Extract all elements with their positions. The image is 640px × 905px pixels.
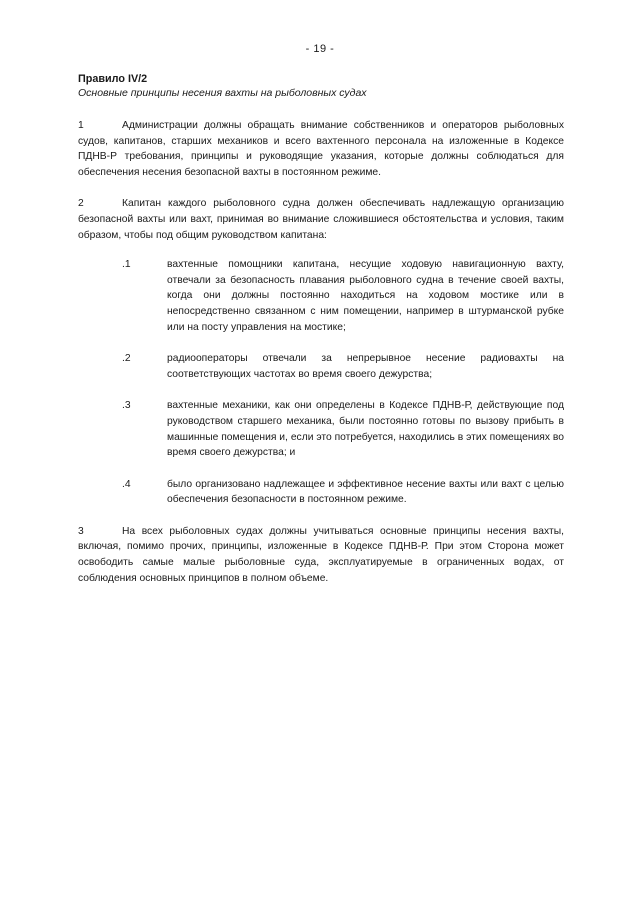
sub-item-number: .1 (122, 259, 131, 271)
sub-item-number: .4 (122, 478, 131, 490)
sub-item-list (78, 257, 564, 508)
rule-title: Правило IV/2 (78, 73, 148, 85)
rule-subtitle: Основные принципы несения вахты на рыболовных судах (78, 87, 367, 99)
paragraph-number: 2 (78, 198, 84, 210)
sub-item-text: вахтенные помощники капитана, несущие ходовую навигационную вахту, отвечали за безопасность плавания рыболовного судна в течение своей вахты, когда они должны постоянно находиться на ходовом мостике или в непосредственно связанном с ним помещении, например в штурманской рубке или на посту управления на мостике; (167, 259, 564, 333)
sub-item-number: .3 (122, 400, 131, 412)
paragraph-1 (78, 118, 564, 180)
paragraph-number: 3 (78, 525, 84, 537)
sub-item-1 (78, 257, 564, 335)
sub-item-number: .2 (122, 353, 131, 365)
paragraph-number: 1 (78, 120, 84, 131)
sub-item-text: радиооператоры отвечали за непрерывное несение радиовахты на соответствующих частотах во время своего дежурства; (167, 353, 564, 380)
paragraph-2 (78, 196, 564, 243)
paragraph-text: Администрации должны обращать внимание собственников и операторов рыболовных судов, капитанов, старших механиков и всего вахтенного персонала на изложенные в Кодексе ПДНВ-Р требования, принципы и руководящие указания, которые должны соблюдаться для обеспечения несения безопасной вахты в постоянном режиме. (78, 120, 564, 178)
paragraph-text: На всех рыболовных судах должны учитываться основные принципы несения вахты, включая, помимо прочих, принципы, изложенные в Кодексе ПДНВ-Р. При этом Сторона может освободить самые малые рыболовные суда, эксплуатируемые в ограниченных водах, от соблюдения основных принципов в полном объеме. (78, 525, 564, 584)
paragraph-text: Капитан каждого рыболовного судна должен обеспечивать надлежащую организацию безопасной вахты или вахт, принимая во внимание сложившиеся обстоятельства и условия, таким образом, чтобы под общим руководством капитана: (78, 198, 564, 241)
sub-item-2 (78, 351, 564, 382)
sub-item-4 (78, 477, 564, 508)
sub-item-3 (78, 398, 564, 460)
paragraph-3 (78, 524, 564, 586)
sub-item-text: вахтенные механики, как они определены в Кодексе ПДНВ-Р, действующие под руководством старшего механика, были постоянно готовы по вызову прибыть в машинные помещения и, если это потребуется, находились в этих помещениях во время своего дежурства; и (167, 400, 564, 459)
page-number: - 19 - (305, 43, 335, 55)
document-body (78, 72, 564, 602)
sub-item-text: было организовано надлежащее и эффективное несение вахты или вахт с целью обеспечения безопасности в постоянном режиме. (167, 478, 564, 506)
